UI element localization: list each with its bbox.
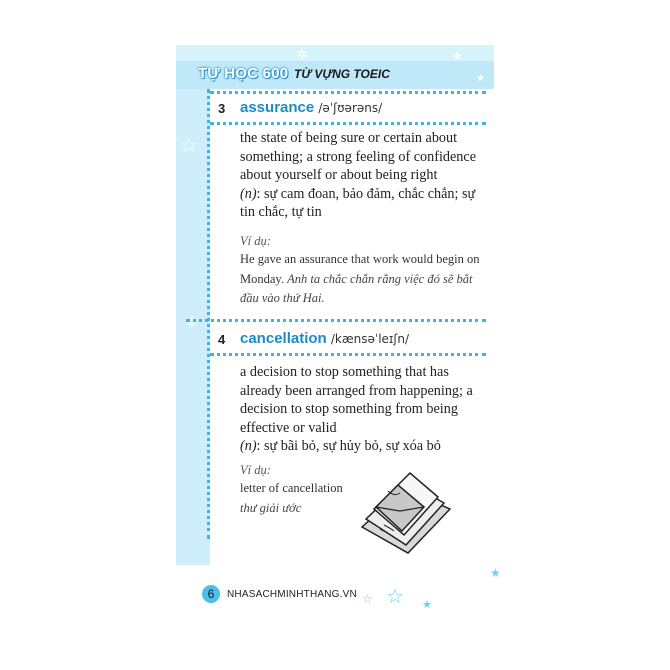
part-of-speech: (n) [240,438,257,454]
dotted-rule [210,91,486,94]
star-icon: ☆ [362,592,373,606]
example-text: letter of cancellation [240,481,343,495]
entry-number: 4 [218,332,226,347]
star-icon: ✲ [186,315,198,331]
dotted-rule [210,122,486,125]
entry-number: 3 [218,101,226,116]
pronunciation: /kænsəˈleɪʃn/ [330,332,410,346]
headword: cancellation [240,330,327,347]
header-top-band [176,45,494,61]
dotted-rule [186,319,486,322]
header-title: TỰ HỌC 600 [198,65,289,82]
header-subtitle: TỪ VỰNG TOEIC [294,67,390,81]
footer-site: NHASACHMINHTHANG.VN [227,589,357,600]
star-icon: ★ [476,73,485,84]
star-icon: ★ [490,566,501,580]
example-label: Ví dụ: [240,234,271,248]
example-translation: Anh ta chắc chắn rằng việc đó sẽ bắt đầu vào thứ Hai. [240,271,473,305]
definition [240,363,490,456]
example-text: He gave an assurance that work would begin on Monday. [240,252,480,286]
star-icon: ★ [452,49,463,63]
part-of-speech: (n) [240,185,257,202]
translation: : sự cam đoan, bảo đảm, chắc chắn; sự tin chắc, tự tin [240,185,476,220]
definition-text: a decision to stop something that has already been arranged from happening; a decision to stop something from being effective or valid [240,364,473,436]
book-page [176,45,494,615]
definition [240,129,490,222]
example-label: Ví dụ: [240,463,271,477]
margin-band [176,45,210,565]
star-icon: ✲ [296,47,308,63]
entry-word [240,99,382,116]
entry-word [240,330,409,347]
pronunciation: /əˈʃʊərəns/ [318,101,383,115]
example-translation: thư giải ước [240,500,302,515]
example [240,250,490,309]
translation: : sự bãi bỏ, sự hủy bỏ, sự xóa bỏ [256,438,441,454]
headword: assurance [240,99,315,116]
definition-text: the state of being sure or certain about something; a strong feeling of confidence about yourself or about being right [240,130,476,183]
paper-stack-icon [354,469,454,559]
star-icon: ★ [422,598,432,611]
dotted-rule [210,353,486,356]
star-icon: ☆ [386,584,404,608]
star-icon: ☆ [180,133,198,157]
page-number-badge: 6 [202,585,220,603]
dotted-vertical-rule [207,89,210,539]
